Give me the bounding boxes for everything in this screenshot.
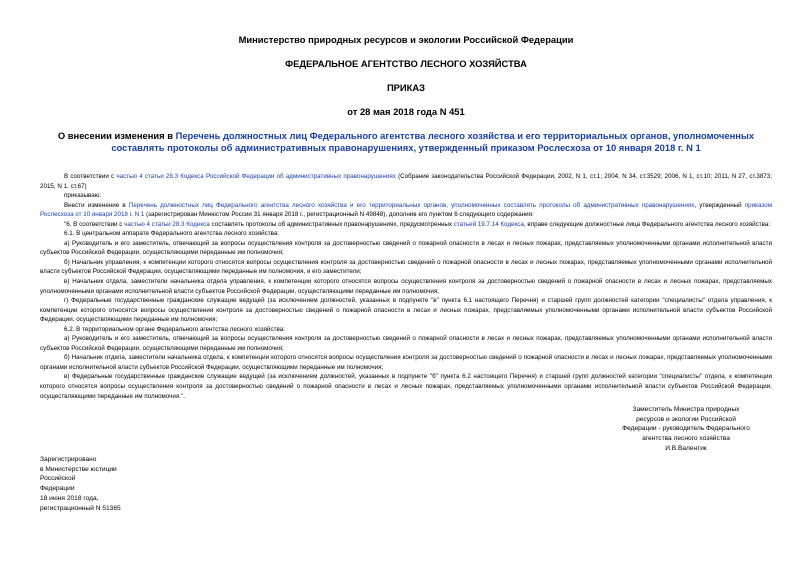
text: В соответствии с [64,173,117,180]
document-body [40,172,772,401]
text: составлять протоколы об административных правонарушениях, предусмотренных [209,220,454,228]
registration-line: в Министерстве юстиции [40,465,117,473]
paragraph-6-2: 6.2. В территориальном органе Федерального агентства лесного хозяйства: [64,325,285,333]
document [40,34,772,401]
registration-line: 18 июня 2018 года, [40,494,99,502]
link-article-19-7-14[interactable]: статьей 19.7.14 Кодекса [453,220,524,228]
text: , вправе следующие должностные лица Федерального агентства лесного хозяйства: [523,220,771,228]
paragraph-6-2-b: б) Начальник отдела, заместители начальника отдела, к компетенции которого относятся вопросы осуществления контроля за достоверностью сведений о пожарной опасности в лесах и лесных пожарах, представляемых уполномоченными органами исполнительной власти субъектов Российской Федерации, осуществляющими переданные им полномочия; [40,354,772,371]
paragraph-basis [40,172,772,191]
link-koap-article[interactable]: частью 4 статьи 28.3 Кодекса Российской Федерации об административных правонарушениях [116,173,396,180]
text: "6. В соответствии с [64,220,125,228]
paragraph-amend [40,201,772,220]
paragraph-6-1: 6.1. В центральном аппарате Федерального агентства лесного хозяйства: [64,230,280,238]
document-title [40,130,772,154]
signature-line: агентства лесного хозяйства [642,435,730,443]
paragraph-6-1-v: в) Начальник отдела, заместители начальника отдела управления, к компетенции которого относятся вопросы осуществления контроля за достоверностью сведений о пожарной опасности в лесах и лесных пожарах, представляемых уполномоченными органами исполнительной власти субъектов Российской Федерации, осуществляющими переданные им полномочия; [40,278,772,295]
title-link[interactable]: Перечень должностных лиц Федерального агентства лесного хозяйства и его территориальных органов, уполномоченных составлять протоколы об административных правонарушениях, утвержденный приказом Рослесхоза от 10 января 2018 г. N 1 [111,130,755,153]
signature-block [601,405,771,454]
signature-line: Заместитель Министра природных [632,406,740,413]
signature-line: ресурсов и экологии Российской [636,415,736,423]
paragraph-6-1-g: г) Федеральные государственные гражданские служащие ведущей (за исключением должностей, указанных в подпункте "в" пункта 6.1 настоящего Перечня) и старшей групп должностей категории "специалисты" отдела управления, к компетенции которого относятся вопросы осуществления контроля за достоверностью сведений о пожарной опасности в лесах и лесных пожарах, представляемых уполномоченными органами исполнительной власти субъектов Российской Федерации, осуществляющими переданные им полномочия; [40,297,772,324]
registration-line: Российской [40,475,76,483]
text: Внести изменение в [64,201,129,209]
registration-line: Федерации [40,485,75,493]
link-order[interactable]: приказом Рослесхоза от 10 января 2018 г. N 1 [40,201,772,219]
text: (зарегистрирован Минюстом России 31 января 2018 г., регистрационный N 49848), дополнив его пунктом 6 следующего содержания: [144,211,534,219]
title-prefix: О внесении изменения в [57,130,176,141]
text: (Собрание законодательства Российской Федерации, 2002, N 1, ст.1; 2004, N 34, ст.3529; 2006, N 1, ст.10; 2011, N 27, ст.3873; 2015, N 1, ст.67) [40,173,772,190]
paragraph-order: приказываю: [64,192,102,200]
ministry-heading: Министерство природных ресурсов и экологии Российской Федерации [238,34,574,45]
date-number-heading: от 28 мая 2018 года N 451 [347,106,465,117]
signature-name: И.В.Валентик [665,444,707,452]
registration-line: регистрационный N 51365 [40,504,121,512]
paragraph-6-2-v: в) Федеральные государственные гражданские служащие ведущей (за исключением должностей, указанных в подпункте "б" пункта 6.2 настоящего Перечня) и старшей групп должностей категории "специалисты" отдела, к компетенции которого относятся вопросы осуществления контроля за достоверностью сведений о пожарной опасности в лесах и лесных пожарах, представляемых уполномоченными органами исполнительной власти субъектов Российской Федерации, осуществляющими переданные им полномочия.". [40,373,772,400]
link-perechen[interactable]: Перечень должностных лиц Федерального агентства лесного хозяйства и его территориальных органов, уполномоченных составлять протоколы об административных правонарушениях [128,201,695,209]
paragraph-6-1-a: а) Руководитель и его заместитель, отвечающий за вопросы осуществления контроля за достоверностью сведений о пожарной опасности в лесах и лесных пожарах, представляемых уполномоченными органами исполнительной власти субъектов Российской Федерации, осуществляющими переданные им полномочия; [40,239,772,257]
agency-heading: ФЕДЕРАЛЬНОЕ АГЕНТСТВО ЛЕСНОГО ХОЗЯЙСТВА [285,58,527,69]
paragraph-6-1-b: б) Начальник управления, к компетенции которого относятся вопросы осуществления контроля за достоверностью сведений о пожарной опасности в лесах и лесных пожарах, представляемых уполномоченными органами исполнительной власти субъектов Российской Федерации, осуществляющими переданные им полномочия, и его заместители; [40,258,772,276]
registration-line: Зарегистрировано [40,456,97,463]
paragraph-6-2-a: а) Руководитель и его заместитель, отвечающий за вопросы осуществления контроля за достоверностью сведений о пожарной опасности в лесах и лесных пожарах, представляемых уполномоченными органами исполнительной власти субъектов Российской Федерации, осуществляющими переданные им полномочия; [40,335,772,352]
doc-type-heading: ПРИКАЗ [386,82,426,93]
signature-line: Федерации - руководитель Федерального [622,425,750,433]
text: , утвержденный [694,201,745,209]
paragraph-6 [40,220,772,230]
registration-block [40,455,121,513]
link-article-28-3[interactable]: частью 4 статьи 28.3 Кодекса [124,220,210,228]
